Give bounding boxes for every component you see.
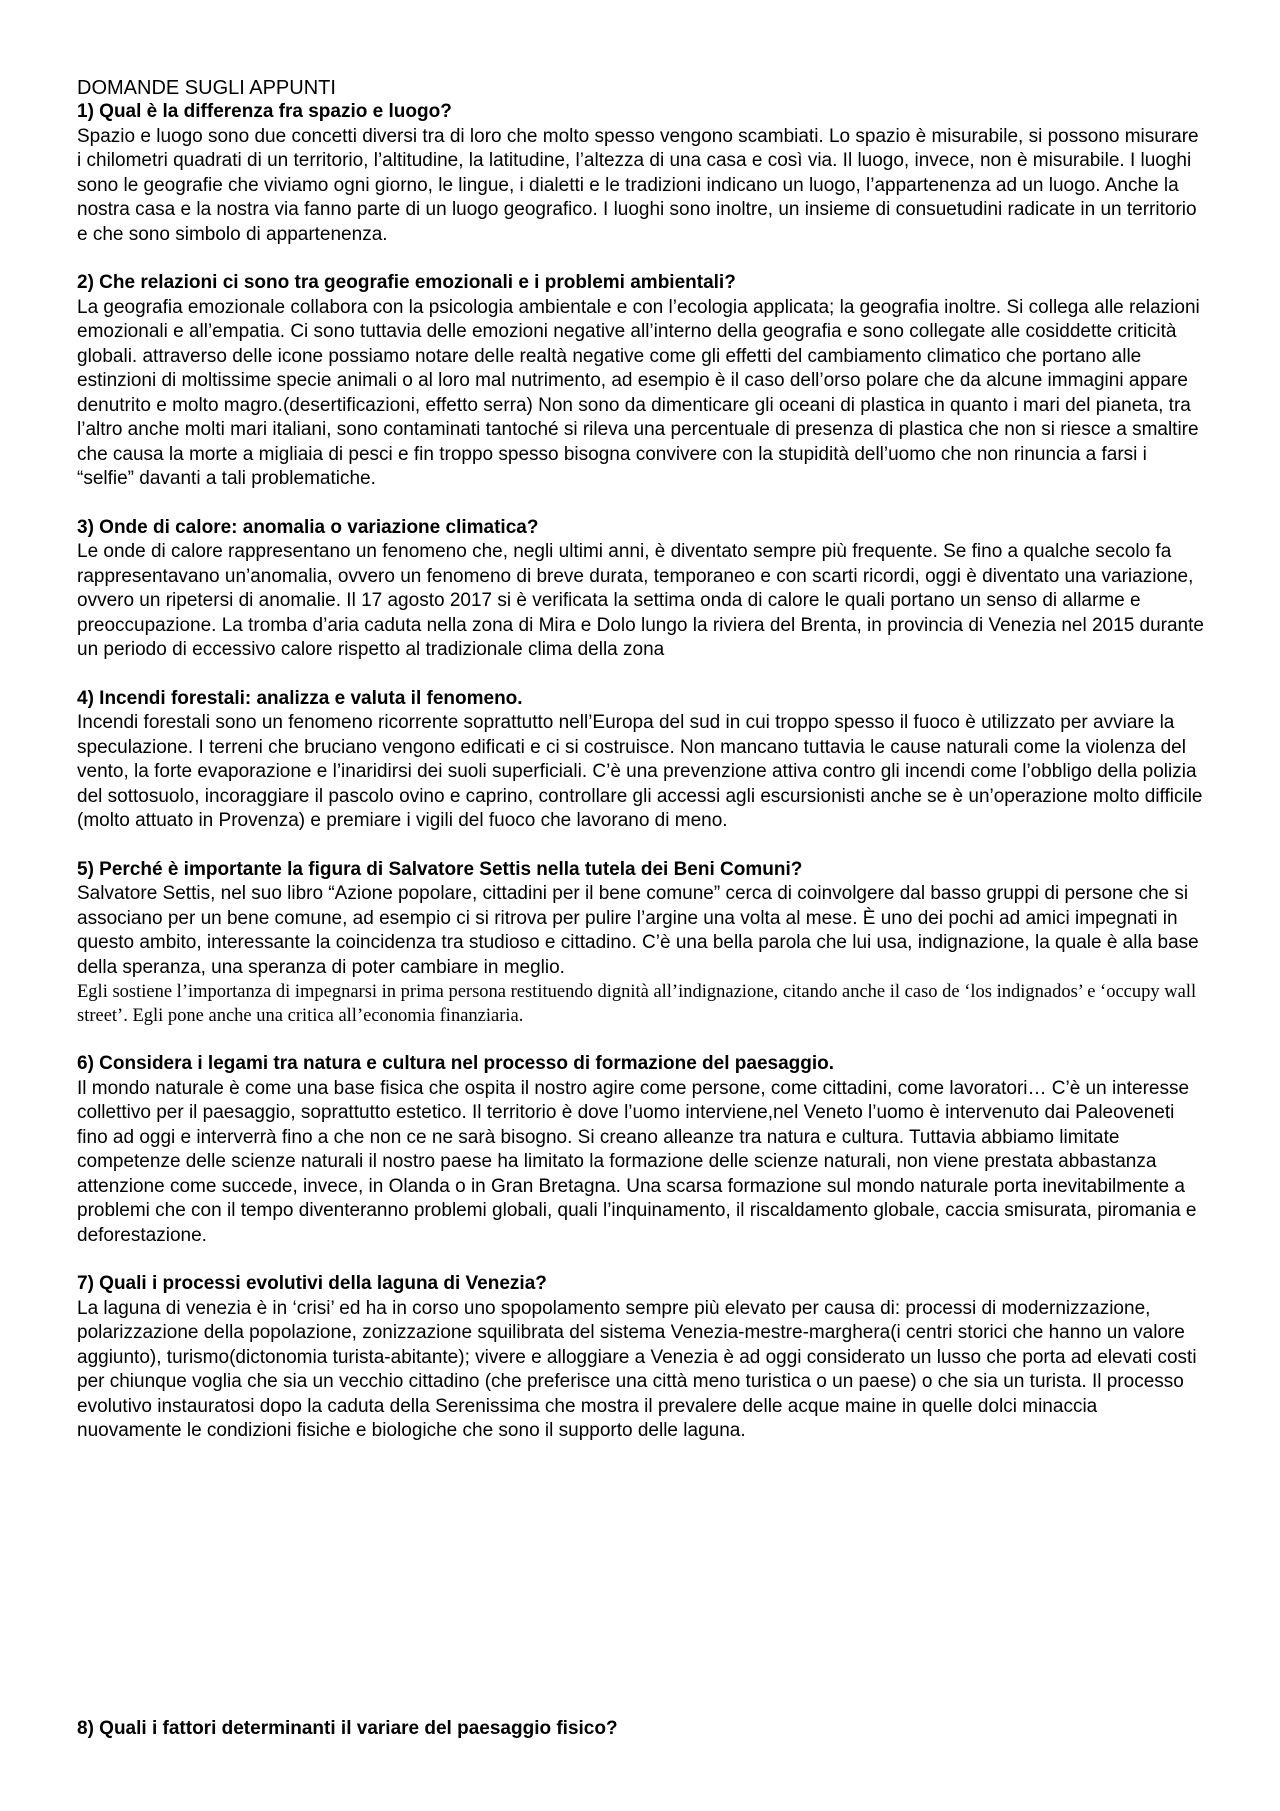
answer-paragraph: Le onde di calore rappresentano un fenomeno che, negli ultimi anni, è diventato sempre più frequente. Se fino a qualche secolo fa rappresentavano un’anomalia, ovvero un fenomeno di breve durata, temporaneo e con scarti ricordi, oggi è diventato una variazione, ovvero un ripetersi di anomalie. Il 17 agosto 2017 si è verificata la settima onda di calore le quali portano un senso di allarme e preoccupazione. La tromba d’aria caduta nella zona di Mira e Dolo lungo la riviera del Brenta, in provincia di Venezia nel 2015 durante un periodo di eccessivo calore rispetto al tradizionale clima della zona bbox=[77, 541, 1204, 660]
question-heading: 1) Qual è la differenza fra spazio e luogo? bbox=[77, 101, 452, 122]
section-8 bbox=[77, 1717, 618, 1742]
answer-paragraph: Incendi forestali sono un fenomeno ricorrente soprattutto nell’Europa del sud in cui troppo spesso il fuoco è utilizzato per avviare la speculazione. I terreni che bruciano vengono edificati e ci si costruisce. Non mancano tuttavia le cause naturali come la violenza del vento, la forte evaporazione e l’inaridirsi dei suoli superficiali. C’è una prevenzione attiva contro gli incendi come l’obbligo della polizia del sottosuolo, incoraggiare il pascolo ovino e caprino, controllare gli accessi agli escursionisti anche se è un’operazione molto difficile (molto attuato in Provenza) e premiare i vigili del fuoco che lavorano di meno. bbox=[77, 712, 1203, 831]
question-heading: 8) Quali i fattori determinanti il variare del paesaggio fisico? bbox=[77, 1718, 618, 1739]
answer-paragraph: Il mondo naturale è come una base fisica che ospita il nostro agire come persone, come cittadini, come lavoratori… C’è un interesse collettivo per il paesaggio, soprattutto estetico. Il territorio è dove l’uomo interviene,nel Veneto l’uomo è intervenuto dai Paleoveneti fino ad oggi e interverrà fino a che non ce ne sarà bisogno. Si creano alleanze tra natura e cultura. Tuttavia abbiamo limitate competenze delle scienze naturali il nostro paese ha limitato la formazione delle scienze naturali, non viene prestata abbastanza attenzione come succede, invece, in Olanda o in Gran Bretagna. Una scarsa formazione sul mondo naturale porta inevitabilmente a problemi che con il tempo diventeranno problemi globali, quali l’inquinamento, il riscaldamento globale, caccia smisurata, piromania e deforestazione. bbox=[77, 1077, 1197, 1246]
answer-paragraph: Salvatore Settis, nel suo libro “Azione popolare, cittadini per il bene comune” cerca di coinvolgere dal basso gruppi di persone che si associano per un bene comune, ad esempio ci si ritrova per pulire l’argine una volta al mese. È uno dei pochi ad amici impegnati in questo ambito, interessante la coincidenza tra studioso e cittadino. C’è una bella parola che lui usa, indignazione, la quale è alla base della speranza, una speranza di poter cambiare in meglio. bbox=[77, 883, 1199, 978]
answer-paragraph: La geografia emozionale collabora con la psicologia ambientale e con l’ecologia applicata; la geografia inoltre. Si collega alle relazioni emozionali e all’empatia. Ci sono tuttavia delle emozioni negative all’interno della geografia e sono collegate alle cosiddette criticità globali. attraverso delle icone possiamo notare delle realtà negative come gli effetti del cambiamento climatico che portano alle estinzioni di moltissime specie animali o al loro mal nutrimento, ad esempio è il caso dell’orso polare che da alcune immagini appare denutrito e molto magro.(desertificazioni, effetto serra) Non sono da dimenticare gli oceani di plastica in quanto i mari del pianeta, tra l’altro anche molti mari italiani, sono contaminati tantoché si rileva una percentuale di presenza di plastica che non si riesce a smaltire che causa la morte a migliaia di pesci e fin troppo spesso bisogna convivere con la stupidità dell’uomo che non rinuncia a farsi i “selfie” davanti a tali problematiche. bbox=[77, 296, 1200, 489]
question-heading: 3) Onde di calore: anomalia o variazione climatica? bbox=[77, 516, 539, 538]
document-body bbox=[77, 77, 1205, 1444]
question-heading: 6) Considera i legami tra natura e cultura nel processo di formazione del paesaggio. bbox=[77, 1053, 835, 1074]
section-2 bbox=[77, 271, 1205, 492]
answer-paragraph-serif: Egli sostiene l’importanza di impegnarsi in prima persona restituendo dignità all’indignazione, citando anche il caso de ‘los indignados’ e ‘occupy wall street’. Egli pone anche una critica all’economia finanziaria. bbox=[77, 982, 1197, 1026]
section-6 bbox=[77, 1052, 1205, 1248]
section-4 bbox=[77, 687, 1205, 834]
document-title: DOMANDE SUGLI APPUNTI bbox=[77, 77, 336, 99]
section-3 bbox=[77, 516, 1205, 663]
answer-paragraph: Spazio e luogo sono due concetti diversi tra di loro che molto spesso vengono scambiati. Lo spazio è misurabile, si possono misurare i chilometri quadrati di un territorio, l’altitudine, la latitudine, l’altezza di una casa e così via. Il luogo, invece, non è misurabile. I luoghi sono le geografie che viviamo ogni giorno, le lingue, i dialetti e le tradizioni indicano un luogo, l’appartenenza ad un luogo. Anche la nostra casa e la nostra via fanno parte di un luogo geografico. I luoghi sono inoltre, un insieme di consuetudini radicate in un territorio e che sono simbolo di appartenenza. bbox=[77, 125, 1199, 245]
section-7 bbox=[77, 1272, 1205, 1444]
section-5 bbox=[77, 858, 1205, 1029]
question-heading: 5) Perché è importante la figura di Salvatore Settis nella tutela dei Beni Comuni? bbox=[77, 858, 803, 880]
question-heading: 2) Che relazioni ci sono tra geografie emozionali e i problemi ambientali? bbox=[77, 272, 736, 293]
answer-paragraph: La laguna di venezia è in ‘crisi’ ed ha in corso uno spopolamento sempre più elevato per causa di: processi di modernizzazione, polarizzazione della popolazione, zonizzazione squilibrata del sistema Venezia-mestre-marghera(i centri storici che hanno un valore aggiunto), turismo(dictonomia turista-abitante); vivere e alloggiare a Venezia è ad oggi considerato un lusso che porta ad elevati costi per chiunque voglia che sia un vecchio cittadino (che preferisce una città meno turistica o un paese) o che sia un turista. Il processo evolutivo instauratosi dopo la caduta della Serenissima che mostra il prevalere delle acque maine in quelle dolci minaccia nuovamente le condizioni fisiche e biologiche che sono il supporto delle laguna. bbox=[77, 1297, 1197, 1441]
question-heading: 7) Quali i processi evolutivi della laguna di Venezia? bbox=[77, 1273, 547, 1294]
question-heading: 4) Incendi forestali: analizza e valuta il fenomeno. bbox=[77, 687, 523, 709]
section-1 bbox=[77, 100, 1205, 247]
